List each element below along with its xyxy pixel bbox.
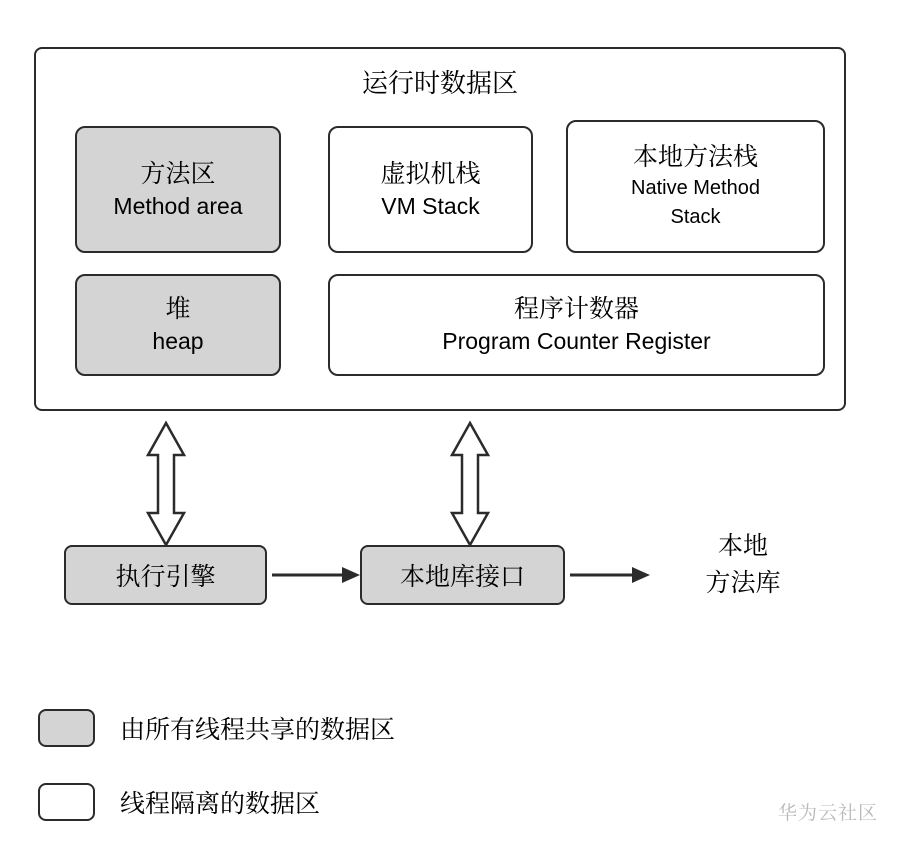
- region-heap: [75, 274, 281, 376]
- region-program-counter-cn: 程序计数器: [513, 295, 639, 323]
- region-method-area: [75, 126, 281, 253]
- region-program-counter-en: Program Counter Register: [442, 328, 711, 354]
- legend-item-isolated: [38, 783, 320, 821]
- legend-label-shared: 由所有线程共享的数据区: [120, 716, 396, 744]
- label-native-library-line2: 方法库: [705, 569, 781, 597]
- runtime-data-area-title: 运行时数据区: [361, 68, 518, 98]
- legend-label-isolated: 线程隔离的数据区: [120, 790, 321, 818]
- region-heap-en: heap: [152, 328, 204, 354]
- arrow-engine-to-interface: [272, 567, 360, 583]
- box-native-library-interface-label: 本地库接口: [399, 563, 525, 591]
- region-native-method-stack: [566, 120, 825, 253]
- region-vm-stack-cn: 虚拟机栈: [380, 159, 481, 188]
- region-vm-stack-en: VM Stack: [381, 192, 480, 219]
- legend-item-shared: [38, 709, 395, 747]
- region-native-method-stack-en-line1: Native Method: [631, 177, 760, 199]
- box-native-library-interface: [360, 545, 565, 605]
- legend-swatch-isolated: [38, 783, 95, 821]
- arrow-interface-to-library: [570, 567, 650, 583]
- watermark: 华为云社区: [777, 803, 878, 824]
- region-program-counter: [328, 274, 825, 376]
- label-native-library-line1: 本地: [717, 532, 768, 560]
- region-heap-cn: 堆: [165, 295, 191, 323]
- box-execution-engine-label: 执行引擎: [115, 563, 216, 591]
- double-arrow-heap-to-engine: [148, 423, 184, 545]
- double-arrow-pc-to-native-interface: [452, 423, 488, 545]
- region-vm-stack: [328, 126, 533, 253]
- region-native-method-stack-cn: 本地方法栈: [632, 143, 758, 171]
- legend-swatch-shared: [38, 709, 95, 747]
- label-native-library: [673, 528, 813, 602]
- region-native-method-stack-en-line2: Stack: [670, 206, 721, 228]
- box-execution-engine: [64, 545, 267, 605]
- region-method-area-cn: 方法区: [140, 159, 216, 188]
- region-method-area-en: Method area: [113, 192, 243, 219]
